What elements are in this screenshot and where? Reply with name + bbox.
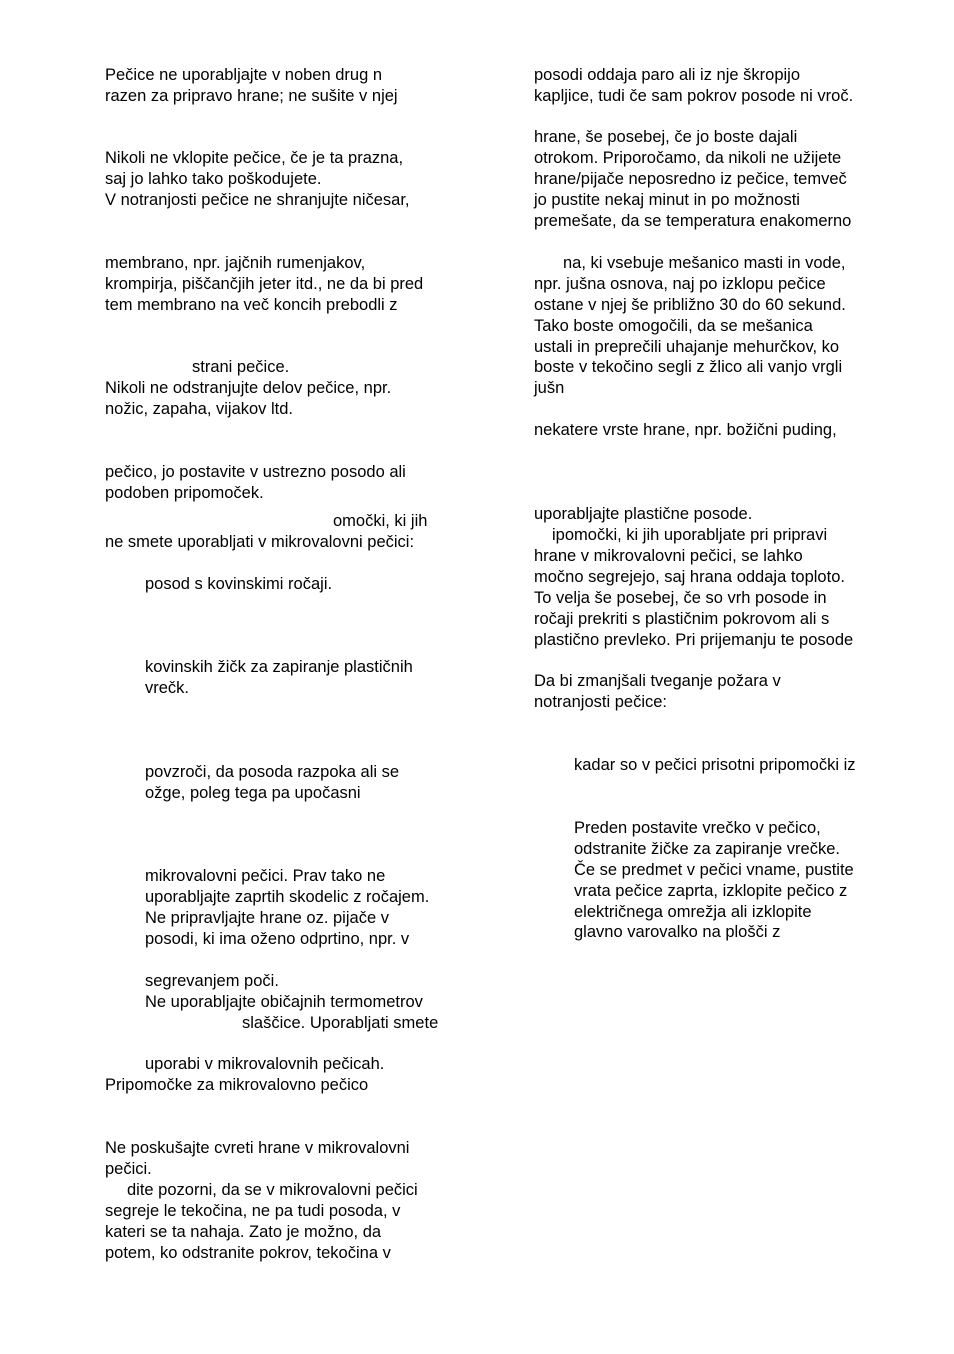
text-line: Pripomočke za mikrovalovno pečico bbox=[105, 1076, 369, 1094]
text-line: Nikoli ne vklopite pečice, če je ta prazna, bbox=[105, 149, 404, 167]
text-line: ustali in preprečili uhajanje mehurčkov, ko bbox=[534, 338, 840, 356]
text-line: segrevanjem poči. bbox=[145, 972, 279, 990]
text-line: ročaji prekriti s plastičnim pokrovom ali s bbox=[534, 610, 830, 628]
text-line: posodi oddaja paro ali iz nje škropijo bbox=[534, 66, 800, 84]
text-line: Če se predmet v pečici vname, pustite bbox=[574, 861, 854, 879]
text-line: nožic, zapaha, vijakov ltd. bbox=[105, 400, 294, 418]
text-line: električnega omrežja ali izklopite bbox=[574, 903, 812, 921]
text-line: močno segrejejo, saj hrana oddaja toploto. bbox=[534, 568, 845, 586]
text-line: Nikoli ne odstranjujte delov pečice, npr. bbox=[105, 379, 392, 397]
text-line: ostane v njej še približno 30 do 60 sekund. bbox=[534, 296, 846, 314]
text-line: tem membrano na več koncih prebodli z bbox=[105, 296, 398, 314]
text-line: posodi, ki ima oženo odprtino, npr. v bbox=[145, 930, 410, 948]
text-line: membrano, npr. jajčnih rumenjakov, bbox=[105, 254, 366, 272]
text-line: mikrovalovni pečici. Prav tako ne bbox=[145, 867, 386, 885]
text-line: odstranite žičke za zapiranje vrečke. bbox=[574, 840, 840, 858]
text-line: otrokom. Priporočamo, da nikoli ne užijete bbox=[534, 149, 842, 167]
text-line: krompirja, piščančjih jeter itd., ne da bi pred bbox=[105, 275, 424, 293]
text-line: vrata pečice zaprta, izklopite pečico z bbox=[574, 882, 848, 900]
text-line: razen za pripravo hrane; ne sušite v njej bbox=[105, 87, 398, 105]
text-line: ožge, poleg tega pa upočasni bbox=[145, 784, 361, 802]
text-line: potem, ko odstranite pokrov, tekočina v bbox=[105, 1244, 391, 1262]
text-line: slaščice. Uporabljati smete bbox=[242, 1014, 439, 1032]
text-line: Tako boste omogočili, da se mešanica bbox=[534, 317, 813, 335]
text-line: podoben pripomoček. bbox=[105, 484, 264, 502]
text-line: Da bi zmanjšali tveganje požara v bbox=[534, 672, 781, 690]
text-line: Ne uporabljajte običajnih termometrov bbox=[145, 993, 423, 1011]
text-line: hrane, še posebej, če jo boste dajali bbox=[534, 128, 798, 146]
text-line: nekatere vrste hrane, npr. božični puding, bbox=[534, 421, 837, 439]
text-line: To velja še posebej, če so vrh posode in bbox=[534, 589, 827, 607]
text-line: kapljice, tudi če sam pokrov posode ni vroč. bbox=[534, 87, 854, 105]
text-line: uporabi v mikrovalovnih pečicah. bbox=[145, 1055, 385, 1073]
text-line: ipomočki, ki jih uporabljate pri pripravi bbox=[552, 526, 828, 544]
text-line: premešate, da se temperatura enakomerno bbox=[534, 212, 852, 230]
text-line: notranjosti pečice: bbox=[534, 693, 667, 711]
text-line: V notranjosti pečice ne shranjujte ničesar, bbox=[105, 191, 410, 209]
text-line: jo pustite nekaj minut in po možnosti bbox=[534, 191, 800, 209]
text-line: na, ki vsebuje mešanico masti in vode, bbox=[563, 254, 846, 272]
text-line: hrane v mikrovalovni pečici, se lahko bbox=[534, 547, 803, 565]
text-line: kateri se ta nahaja. Zato je možno, da bbox=[105, 1223, 382, 1241]
text-line: dite pozorni, da se v mikrovalovni pečici bbox=[127, 1181, 418, 1199]
text-line: segreje le tekočina, ne pa tudi posoda, v bbox=[105, 1202, 401, 1220]
text-line: Preden postavite vrečko v pečico, bbox=[574, 819, 821, 837]
text-line: kovinskih žičk za zapiranje plastičnih bbox=[145, 658, 413, 676]
text-line: pečici. bbox=[105, 1160, 152, 1178]
text-line: kadar so v pečici prisotni pripomočki iz bbox=[574, 756, 856, 774]
text-line: pečico, jo postavite v ustrezno posodo ali bbox=[105, 463, 406, 481]
text-line: strani pečice. bbox=[192, 358, 290, 376]
text-line: glavno varovalko na plošči z bbox=[574, 923, 781, 941]
text-line: omočki, ki jih bbox=[333, 512, 428, 530]
text-line: uporabljajte plastične posode. bbox=[534, 505, 753, 523]
text-line: npr. jušna osnova, naj po izklopu pečice bbox=[534, 275, 826, 293]
text-line: jušn bbox=[534, 379, 565, 397]
text-line: posod s kovinskimi ročaji. bbox=[145, 575, 333, 593]
text-line: saj jo lahko tako poškodujete. bbox=[105, 170, 322, 188]
text-line: povzroči, da posoda razpoka ali se bbox=[145, 763, 400, 781]
text-line: Pečice ne uporabljajte v noben drug n bbox=[105, 66, 383, 84]
text-line: boste v tekočino segli z žlico ali vanjo vrgli bbox=[534, 358, 843, 376]
text-line: uporabljajte zaprtih skodelic z ročajem. bbox=[145, 888, 430, 906]
text-line: Ne pripravljajte hrane oz. pijače v bbox=[145, 909, 389, 927]
text-line: plastično prevleko. Pri prijemanju te posode bbox=[534, 631, 854, 649]
text-line: Ne poskušajte cvreti hrane v mikrovalovni bbox=[105, 1139, 410, 1157]
text-line: ne smete uporabljati v mikrovalovni pečici: bbox=[105, 533, 415, 551]
text-line: hrane/pijače neposredno iz pečice, temveč bbox=[534, 170, 847, 188]
text-line: vrečk. bbox=[145, 679, 190, 697]
